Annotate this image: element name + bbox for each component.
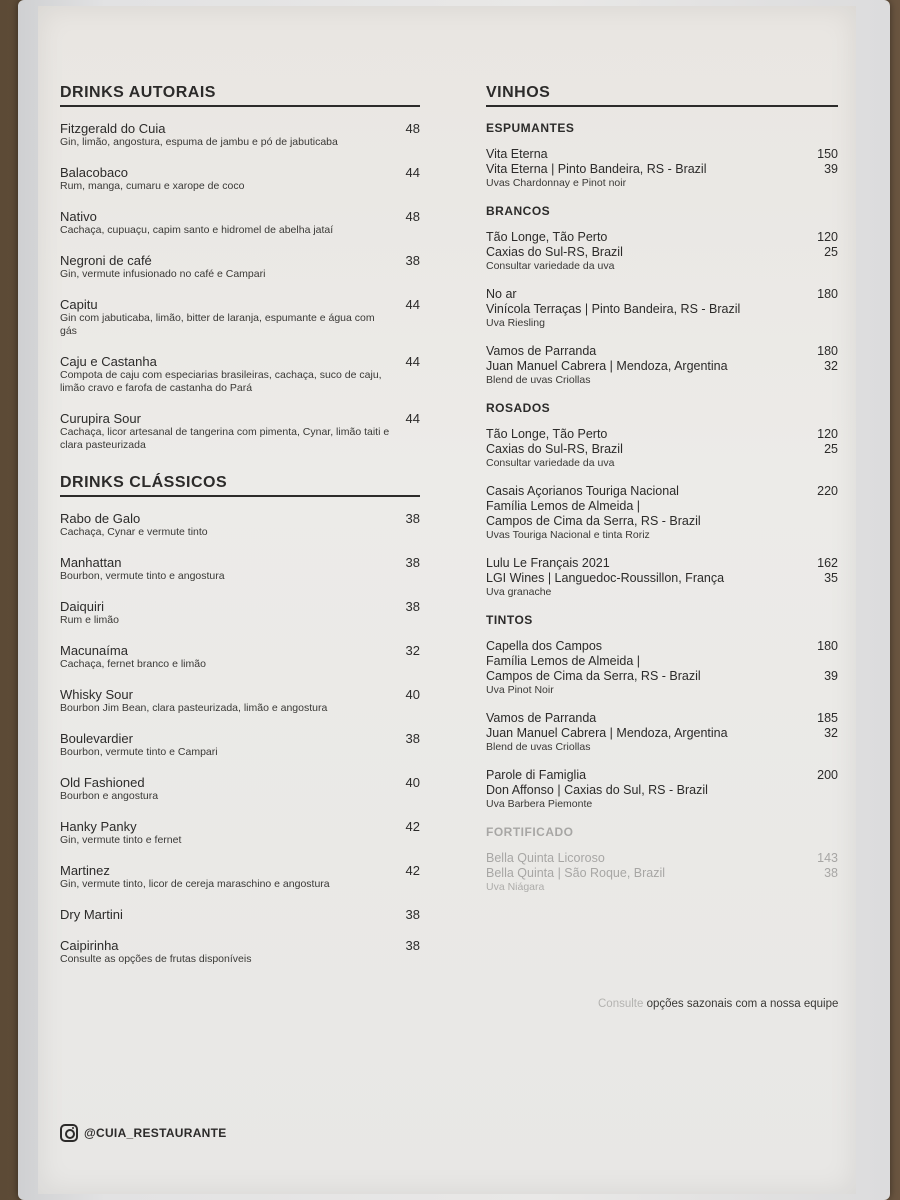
- espumantes-title: ESPUMANTES: [486, 121, 575, 135]
- wine-grape: Blend de uvas Criollas: [486, 374, 591, 386]
- item-name: Old Fashioned: [60, 775, 145, 790]
- item-description: Gin, vermute tinto, licor de cereja maraschino e angostura: [60, 878, 330, 890]
- menu-item: [60, 819, 420, 847]
- item-description: Cachaça, Cynar e vermute tinto: [60, 526, 208, 538]
- drinks-autorais-list: [60, 121, 420, 452]
- espumantes-list: [486, 147, 838, 190]
- wine-item: [486, 147, 838, 190]
- rosados-title: ROSADOS: [486, 401, 551, 415]
- item-price: 38: [405, 555, 420, 570]
- item-description: Cachaça, cupuaçu, capim santo e hidromel de abelha jataí: [60, 224, 334, 236]
- wine-item: [486, 556, 838, 599]
- wine-grape: Uva granache: [486, 586, 552, 598]
- wine-grape: Uvas Chardonnay e Pinot noir: [486, 177, 627, 189]
- menu-item: [60, 731, 420, 759]
- wine-name: Vamos de Parranda: [486, 344, 597, 358]
- item-description: Cachaça, fernet branco e limão: [60, 658, 206, 670]
- wine-bottle-price: 180: [817, 344, 838, 358]
- item-description: Rum e limão: [60, 614, 119, 626]
- item-name: Martinez: [60, 863, 110, 878]
- wine-item: [486, 639, 838, 697]
- drinks-autorais-title: DRINKS AUTORAIS: [60, 84, 420, 107]
- menu-item: [60, 411, 420, 452]
- item-name: Macunaíma: [60, 643, 128, 658]
- footer: [60, 1124, 227, 1142]
- item-price: 38: [405, 511, 420, 526]
- item-price: 44: [405, 411, 420, 426]
- item-description: Compota de caju com especiarias brasileiras, cachaça, suco de caju, limão cravo e farofa de castanha do Pará: [60, 369, 382, 394]
- wine-producer: Caxias do Sul-RS, Brazil: [486, 245, 623, 259]
- menu-item: [60, 599, 420, 627]
- item-price: 40: [405, 687, 420, 702]
- item-name: Nativo: [60, 209, 97, 224]
- wine-item: [486, 851, 838, 894]
- menu-item: [60, 938, 420, 966]
- menu-item: [60, 354, 420, 395]
- wine-item: [486, 230, 838, 273]
- wine-name: Vita Eterna: [486, 147, 548, 161]
- wine-grape: Uva Riesling: [486, 317, 545, 329]
- wine-bottle-price: 120: [817, 230, 838, 244]
- item-price: 44: [405, 165, 420, 180]
- item-description: Bourbon e angostura: [60, 790, 159, 802]
- wine-region: Campos de Cima da Serra, RS - Brazil: [486, 669, 701, 683]
- item-name: Capitu: [60, 297, 98, 312]
- item-name: Daiquiri: [60, 599, 105, 614]
- item-name: Balacobaco: [60, 165, 128, 180]
- brancos-title: BRANCOS: [486, 204, 551, 218]
- wine-bottle-price: 162: [817, 556, 838, 570]
- instagram-handle: @CUIA_RESTAURANTE: [84, 1126, 227, 1140]
- item-description: Rum, manga, cumaru e xarope de coco: [60, 180, 245, 192]
- item-description: Gin, limão, angostura, espuma de jambu e pó de jabuticaba: [60, 136, 338, 148]
- wine-name: Tão Longe, Tão Perto: [486, 427, 608, 441]
- wine-bottle-price: 120: [817, 427, 838, 441]
- wine-glass-price: 32: [824, 359, 838, 373]
- menu-item: [60, 555, 420, 583]
- wine-glass-price: 35: [824, 571, 838, 585]
- wine-bottle-price: 200: [817, 768, 838, 782]
- wine-item: [486, 711, 838, 754]
- left-column: [60, 84, 420, 982]
- wine-item: [486, 427, 838, 470]
- item-price: 38: [405, 253, 420, 268]
- tintos-list: [486, 639, 838, 811]
- right-column: [486, 84, 838, 908]
- item-price: 38: [405, 731, 420, 746]
- wine-item: [486, 768, 838, 811]
- vinhos-title: VINHOS: [486, 84, 838, 107]
- item-description: Bourbon, vermute tinto e Campari: [60, 746, 218, 758]
- item-price: 44: [405, 354, 420, 369]
- item-name: Hanky Panky: [60, 819, 137, 834]
- menu-item: [60, 863, 420, 891]
- wine-producer: Don Affonso | Caxias do Sul, RS - Brazil: [486, 783, 708, 797]
- wine-glass-price: 39: [824, 162, 838, 176]
- item-price: 42: [405, 819, 420, 834]
- item-description: Bourbon Jim Bean, clara pasteurizada, limão e angostura: [60, 702, 328, 714]
- wine-item: [486, 287, 838, 330]
- item-name: Fitzgerald do Cuia: [60, 121, 166, 136]
- wine-grape: Uvas Touriga Nacional e tinta Roriz: [486, 529, 650, 541]
- wine-glass-price: 25: [824, 245, 838, 259]
- item-price: 40: [405, 775, 420, 790]
- wine-bottle-price: 180: [817, 639, 838, 653]
- wine-name: Tão Longe, Tão Perto: [486, 230, 608, 244]
- rosados-list: [486, 427, 838, 599]
- instagram-icon: [60, 1124, 78, 1142]
- item-name: Manhattan: [60, 555, 122, 570]
- wine-producer: LGI Wines | Languedoc-Roussillon, França: [486, 571, 725, 585]
- wine-bottle-price: 220: [817, 484, 838, 498]
- drinks-classicos-title: DRINKS CLÁSSICOS: [60, 474, 420, 497]
- item-description: Gin com jabuticaba, limão, bitter de laranja, espumante e água com gás: [60, 312, 375, 337]
- brancos-list: [486, 230, 838, 387]
- menu-item: [60, 687, 420, 715]
- fortificado-section: [486, 825, 838, 894]
- menu-item: [60, 165, 420, 193]
- item-name: Dry Martini: [60, 907, 123, 922]
- menu-item: [60, 907, 420, 922]
- wine-producer: Bella Quinta | São Roque, Brazil: [486, 866, 666, 880]
- item-name: Boulevardier: [60, 731, 133, 746]
- item-price: 32: [405, 643, 420, 658]
- wine-item: [486, 344, 838, 387]
- seasonal-note-faded: Consulte: [598, 998, 644, 1010]
- wine-glass-price: 38: [824, 866, 838, 880]
- wine-name: Parole di Famiglia: [486, 768, 587, 782]
- item-description: Consulte as opções de frutas disponíveis: [60, 953, 252, 965]
- item-description: Gin, vermute tinto e fernet: [60, 834, 182, 846]
- item-name: Rabo de Galo: [60, 511, 141, 526]
- menu-item: [60, 643, 420, 671]
- menu-item: [60, 121, 420, 149]
- wine-grape: Uva Pinot Noir: [486, 684, 554, 696]
- drinks-classicos-list: [60, 511, 420, 966]
- item-name: Negroni de café: [60, 253, 152, 268]
- wine-grape: Blend de uvas Criollas: [486, 741, 591, 753]
- seasonal-note-text: opções sazonais com a nossa equipe: [646, 998, 839, 1010]
- item-name: Whisky Sour: [60, 687, 133, 702]
- seasonal-note: [598, 998, 838, 1010]
- wine-name: Bella Quinta Licoroso: [486, 851, 605, 865]
- wine-producer: Família Lemos de Almeida |: [486, 654, 641, 668]
- item-description: Bourbon, vermute tinto e angostura: [60, 570, 225, 582]
- item-name: Curupira Sour: [60, 411, 141, 426]
- menu-item: [60, 511, 420, 539]
- wine-bottle-price: 180: [817, 287, 838, 301]
- menu-item: [60, 297, 420, 338]
- item-name: Caju e Castanha: [60, 354, 157, 369]
- item-description: Cachaça, licor artesanal de tangerina com pimenta, Cynar, limão taiti e clara pasteurizada: [60, 426, 390, 451]
- item-price: 48: [405, 209, 420, 224]
- menu-item: [60, 209, 420, 237]
- item-price: 44: [405, 297, 420, 312]
- item-price: 48: [405, 121, 420, 136]
- wine-glass-price: 39: [824, 669, 838, 683]
- item-price: 42: [405, 863, 420, 878]
- wine-glass-price: 32: [824, 726, 838, 740]
- item-name: Caipirinha: [60, 938, 119, 953]
- menu-item: [60, 253, 420, 281]
- wine-grape: Uva Niágara: [486, 881, 545, 893]
- wine-grape: Uva Barbera Piemonte: [486, 798, 593, 810]
- wine-bottle-price: 143: [817, 851, 838, 865]
- wine-region: Campos de Cima da Serra, RS - Brazil: [486, 514, 701, 528]
- item-price: 38: [405, 907, 420, 922]
- wine-grape: Consultar variedade da uva: [486, 260, 615, 272]
- tintos-title: TINTOS: [486, 613, 533, 627]
- wine-producer: Juan Manuel Cabrera | Mendoza, Argentina: [486, 726, 728, 740]
- wine-producer: Vinícola Terraças | Pinto Bandeira, RS - Brazil: [486, 302, 741, 316]
- item-description: Gin, vermute infusionado no café e Campari: [60, 268, 266, 280]
- wine-bottle-price: 185: [817, 711, 838, 725]
- wine-producer: Vita Eterna | Pinto Bandeira, RS - Brazil: [486, 162, 707, 176]
- item-price: 38: [405, 938, 420, 953]
- wine-name: Lulu Le Français 2021: [486, 556, 610, 570]
- wine-name: Vamos de Parranda: [486, 711, 597, 725]
- wine-grape: Consultar variedade da uva: [486, 457, 615, 469]
- wine-item: [486, 484, 838, 542]
- wine-producer: Juan Manuel Cabrera | Mendoza, Argentina: [486, 359, 728, 373]
- menu-item: [60, 775, 420, 803]
- fortificado-list: [486, 851, 838, 894]
- wine-producer: Família Lemos de Almeida |: [486, 499, 641, 513]
- fortificado-title: FORTIFICADO: [486, 825, 574, 839]
- wine-bottle-price: 150: [817, 147, 838, 161]
- item-price: 38: [405, 599, 420, 614]
- wine-name: No ar: [486, 287, 517, 301]
- wine-producer: Caxias do Sul-RS, Brazil: [486, 442, 623, 456]
- wine-glass-price: 25: [824, 442, 838, 456]
- wine-name: Casais Açorianos Touriga Nacional: [486, 484, 679, 498]
- wine-name: Capella dos Campos: [486, 639, 603, 653]
- menu-page: [38, 6, 856, 1194]
